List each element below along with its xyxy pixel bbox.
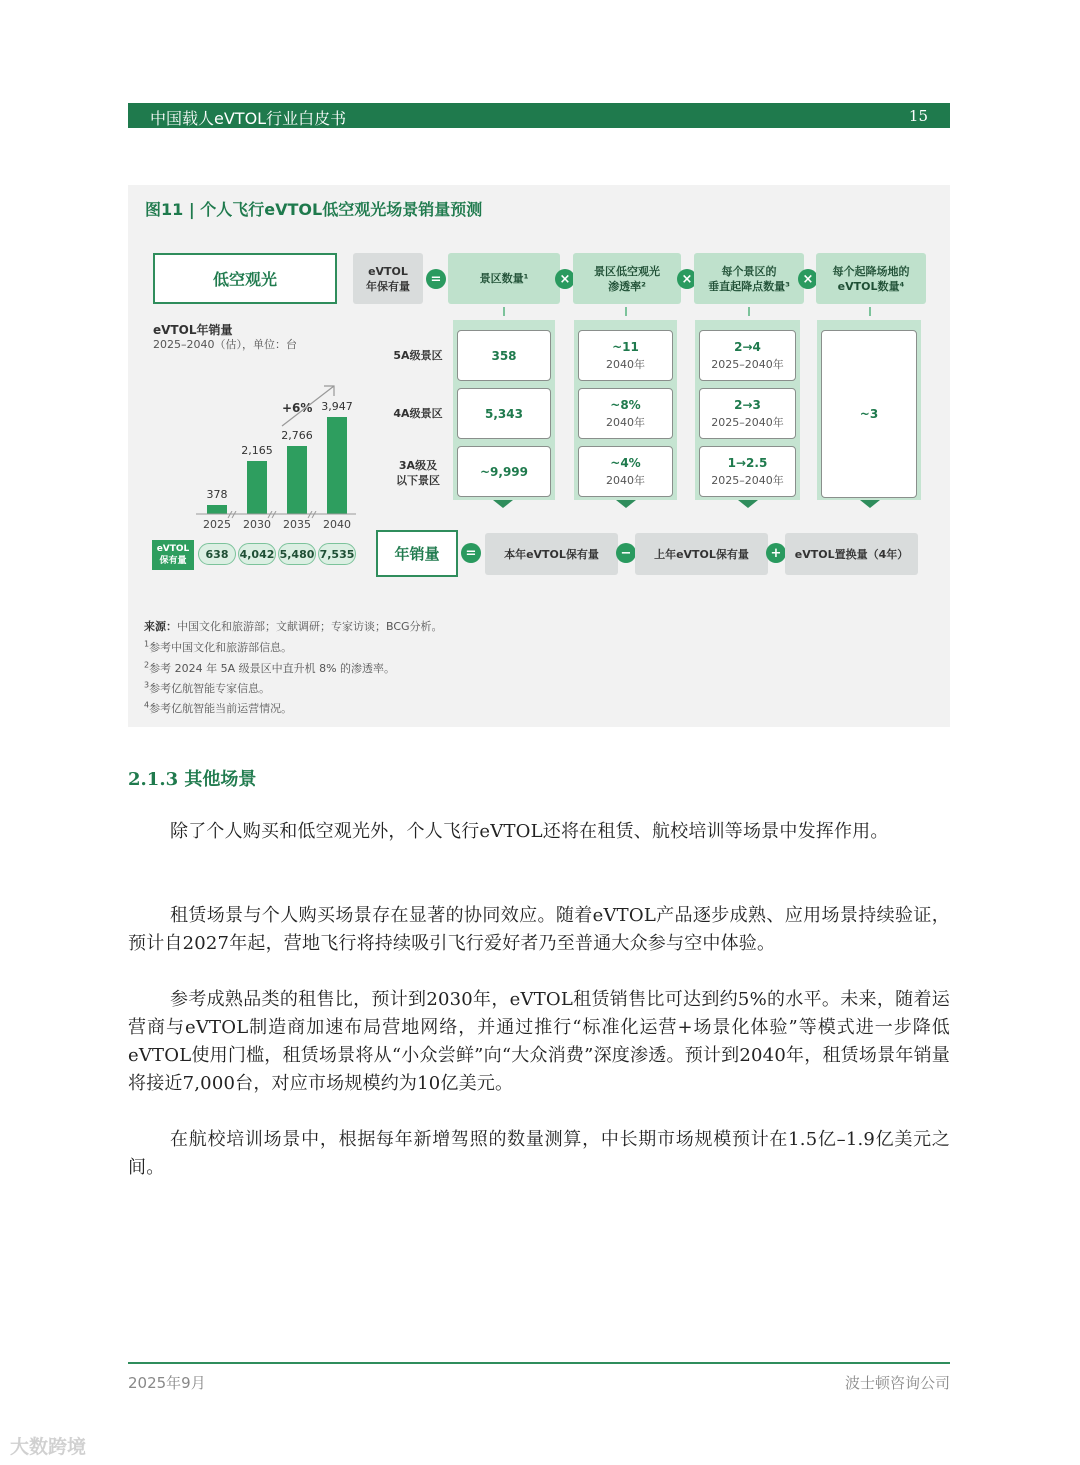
fleet-tag-label: eVTOL 保有量 [156,544,190,566]
multiply-icon: × [798,269,818,289]
cell-sub: 2040年 [606,415,645,429]
cell-5a-count [457,330,551,381]
fleet-value-2025: 638 [198,543,236,565]
formula-result-fleet: eVTOL 年保有量 [353,253,423,304]
footnote-2: $^2$参考 2024 年 5A 级景区中直升机 8% 的渗透率。 [144,660,396,675]
cell-value: 2→3 [734,397,761,412]
cell-sub: 2025–2040年 [711,357,784,371]
cell-sub: 2040年 [606,473,645,487]
bar-value-label: 378 [206,488,228,501]
cell-value: 2→4 [734,339,761,354]
paragraph-1: 除了个人购买和低空观光外，个人飞行eVTOL还将在租赁、航校培训等场景中发挥作用。 [170,821,889,842]
bar-2040 [327,417,347,514]
footer-rule [128,1362,950,1364]
x-tick-label: 2025 [203,518,231,531]
bar-value-label: 3,947 [321,400,353,413]
fleet-value-2035: 5,480 [278,543,316,565]
footer-company: 波士顿咨询公司 [844,1374,950,1392]
x-tick-label: 2040 [323,518,351,531]
footnote-3: $^3$参考亿航智能专家信息。 [144,680,271,695]
source-label: 来源： [144,620,177,633]
chart-title: eVTOL年销量 [153,323,233,337]
document-title: 中国载人eVTOL行业白皮书 [150,109,347,128]
footer-date: 2025年9月 [128,1374,206,1392]
cell-3a-penetration [578,446,673,497]
cell-value: ~3 [859,407,879,421]
factor-scenic-count: 景区数量¹ [448,253,560,304]
fleet-value-2030: 4,042 [238,543,276,565]
cell-sub: 2025–2040年 [711,473,784,487]
cell-5a-penetration [578,330,673,381]
page-header [128,103,950,128]
cell-value: ~11 [612,339,639,354]
fleet-value-2040: 7,535 [318,543,356,565]
chart-subtitle: 2025–2040（估），单位：台 [153,338,297,351]
term-prior-fleet: 上年eVTOL保有量 [635,533,768,575]
cell-4a-vertiports [699,388,796,439]
row-label-4a: 4A级景区 [393,407,443,420]
equals-icon: = [461,543,481,563]
scenario-label: 低空观光 [153,253,337,304]
watermark-logo: 大数跨境 [10,1436,87,1458]
factor-evtol-per-site: 每个起降场地的 eVTOL数量⁴ [816,253,926,304]
minus-icon: − [616,543,636,563]
paragraph-3: 参考成熟品类的租售比，预计到2030年，eVTOL租赁销售比可达到约5%的水平。未来，随着运营商与eVTOL制造商加速布局营地网络，并通过推行“标准化运营+场景化体验”等模式进一步降低eVTOL使用门槛，租赁场景将从“小众尝鲜”向“大众消费”深度渗透。预计到2040年，租赁场景年销量将接近7,000台，对应市场规模约为10亿美元。 [128,989,950,1094]
x-tick-label: 2030 [243,518,271,531]
cell-value: ~9,999 [479,464,528,479]
fleet-tag [152,540,194,570]
cell-4a-count [457,388,551,439]
row-label-5a: 5A级景区 [393,349,443,362]
multiply-icon: × [555,269,575,289]
formula-result-sales: 年销量 [376,530,458,577]
cell-5a-vertiports [699,330,796,381]
term-current-fleet: 本年eVTOL保有量 [485,533,618,575]
multiply-icon: × [677,269,697,289]
paragraph-4: 在航校培训场景中，根据每年新增驾照的数量测算，中长期市场规模预计在1.5亿–1.9亿美元之间。 [128,1129,950,1178]
cell-evtol-per-site [821,330,917,498]
cell-value: 1→2.5 [727,455,768,470]
figure-title: 图11 | 个人飞行eVTOL低空观光场景销量预测 [145,200,483,219]
cell-value: ~8% [610,397,641,412]
growth-arrow-icon [278,380,340,430]
bar-value-label: 2,165 [241,444,273,457]
cell-value: 358 [491,348,517,363]
cell-4a-penetration [578,388,673,439]
source-line [144,618,443,634]
factor-vertiports: 每个景区的 垂直起降点数量³ [694,253,804,304]
figure-11 [128,185,950,727]
cell-sub: 2040年 [606,357,645,371]
bar-2035 [287,446,307,514]
bar-value-label: 2,766 [281,429,313,442]
cell-sub: 2025–2040年 [711,415,784,429]
bar-2030 [247,461,267,514]
plus-icon: + [766,543,786,563]
equals-icon: = [426,269,446,289]
row-label-3a: 3A级及 以下景区 [396,459,440,487]
factor-penetration: 景区低空观光 渗透率² [573,253,681,304]
paragraph-2: 租赁场景与个人购买场景存在显著的协同效应。随着eVTOL产品逐步成熟、应用场景持续验证，预计自2027年起，营地飞行将持续吸引飞行爱好者乃至普通大众参与空中体验。 [128,905,950,954]
cell-value: 5,343 [485,406,523,421]
cagr-annotation: +6% [282,401,313,415]
chart-baseline [196,511,356,525]
x-tick-label: 2035 [283,518,311,531]
source-text: 中国文化和旅游部；文献调研；专家访谈；BCG分析。 [177,620,443,633]
cell-3a-vertiports [699,446,796,497]
footnote-4: $^4$参考亿航智能当前运营情况。 [144,700,293,715]
section-title: 2.1.3 其他场景 [128,769,257,790]
footnote-1: $^1$参考中国文化和旅游部信息。 [144,639,293,654]
cell-value: ~4% [610,455,641,470]
term-replacement: eVTOL置换量（4年） [785,533,918,575]
page-number: 15 [908,107,928,125]
cell-3a-count [457,446,551,497]
